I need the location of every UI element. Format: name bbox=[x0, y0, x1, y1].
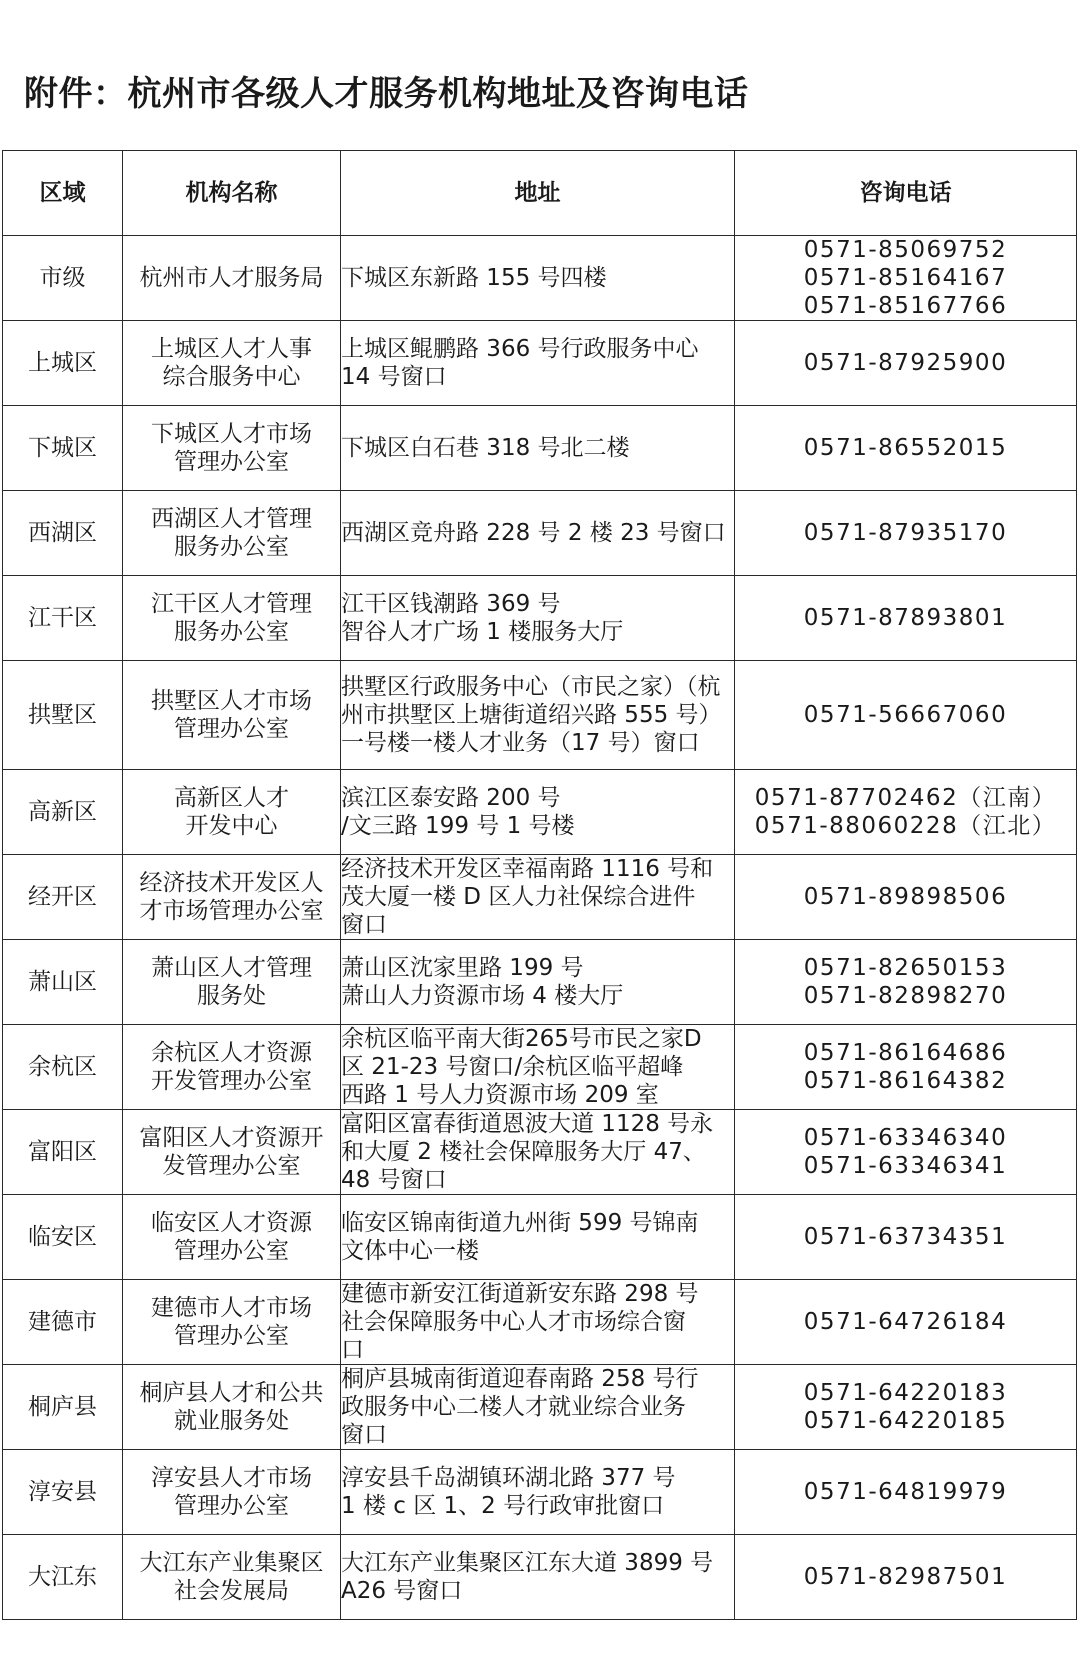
phone-number: 0571-85164167 bbox=[803, 265, 1008, 291]
address-cell bbox=[341, 940, 735, 1025]
org-line: 开发中心 bbox=[185, 813, 278, 839]
address-line: 临安区锦南街道九州街 599 号锦南 bbox=[341, 1210, 699, 1236]
org-line: 管理办公室 bbox=[174, 1238, 289, 1264]
address-line: 经济技术开发区幸福南路 1116 号和 bbox=[341, 856, 714, 882]
header-org: 机构名称 bbox=[123, 151, 341, 236]
phone-number: 0571-82987501 bbox=[803, 1564, 1008, 1590]
org-line: 拱墅区人才市场 bbox=[151, 688, 312, 714]
address-line: 建德市新安江街道新安东路 298 号 bbox=[341, 1281, 699, 1307]
phone-cell bbox=[735, 770, 1077, 855]
phone-number: 0571-87935170 bbox=[803, 520, 1008, 546]
page-title: 附件：杭州市各级人才服务机构地址及咨询电话 bbox=[24, 74, 749, 114]
phone-number: 0571-86552015 bbox=[803, 435, 1008, 461]
table-row bbox=[3, 576, 1077, 661]
table-row bbox=[3, 1110, 1077, 1195]
org-cell bbox=[123, 1025, 341, 1110]
phone-number: 0571-88060228（江北） bbox=[754, 813, 1057, 839]
org-cell bbox=[123, 576, 341, 661]
org-line: 上城区人才人事 bbox=[151, 336, 312, 362]
region-cell: 经开区 bbox=[3, 855, 123, 940]
address-cell bbox=[341, 236, 735, 321]
phone-number: 0571-63734351 bbox=[803, 1224, 1008, 1250]
org-line: 管理办公室 bbox=[174, 1323, 289, 1349]
address-cell bbox=[341, 406, 735, 491]
header-region: 区域 bbox=[3, 151, 123, 236]
org-line: 服务办公室 bbox=[174, 619, 289, 645]
table-row bbox=[3, 1280, 1077, 1365]
phone-number: 0571-87893801 bbox=[803, 605, 1008, 631]
org-line: 才市场管理办公室 bbox=[139, 898, 324, 924]
region-cell: 富阳区 bbox=[3, 1110, 123, 1195]
org-line: 建德市人才市场 bbox=[151, 1295, 312, 1321]
phone-number: 0571-82898270 bbox=[803, 983, 1008, 1009]
address-cell bbox=[341, 1195, 735, 1280]
phone-number: 0571-64220185 bbox=[803, 1408, 1008, 1434]
org-line: 开发管理办公室 bbox=[151, 1068, 312, 1094]
table-row bbox=[3, 855, 1077, 940]
org-cell bbox=[123, 1280, 341, 1365]
org-cell bbox=[123, 1365, 341, 1450]
org-cell bbox=[123, 321, 341, 406]
org-line: 大江东产业集聚区 bbox=[139, 1550, 324, 1576]
phone-number: 0571-85069752 bbox=[803, 237, 1008, 263]
address-line: 州市拱墅区上塘街道绍兴路 555 号） bbox=[341, 702, 722, 728]
phone-number: 0571-63346341 bbox=[803, 1153, 1008, 1179]
region-cell: 市级 bbox=[3, 236, 123, 321]
org-line: 管理办公室 bbox=[174, 449, 289, 475]
address-line: 窗口 bbox=[341, 1422, 387, 1448]
phone-cell bbox=[735, 940, 1077, 1025]
org-line: 余杭区人才资源 bbox=[151, 1040, 312, 1066]
org-cell bbox=[123, 1110, 341, 1195]
address-cell bbox=[341, 661, 735, 770]
address-cell bbox=[341, 1280, 735, 1365]
address-cell bbox=[341, 770, 735, 855]
org-cell bbox=[123, 855, 341, 940]
address-line: 下城区东新路 155 号四楼 bbox=[341, 265, 607, 291]
org-line: 淳安县人才市场 bbox=[151, 1465, 312, 1491]
org-line: 高新区人才 bbox=[174, 785, 289, 811]
address-line: 一号楼一楼人才业务（17 号）窗口 bbox=[341, 730, 700, 756]
address-cell bbox=[341, 855, 735, 940]
address-line: 大江东产业集聚区江东大道 3899 号 bbox=[341, 1550, 714, 1576]
table-row bbox=[3, 940, 1077, 1025]
address-line: 政服务中心二楼人才就业综合业务 bbox=[341, 1394, 686, 1420]
address-line: 区 21-23 号窗口/余杭区临平超峰 bbox=[341, 1054, 684, 1080]
org-line: 服务处 bbox=[197, 983, 266, 1009]
org-line: 经济技术开发区人 bbox=[139, 870, 324, 896]
org-cell bbox=[123, 661, 341, 770]
region-cell: 下城区 bbox=[3, 406, 123, 491]
phone-number: 0571-87702462（江南） bbox=[754, 785, 1057, 811]
address-cell bbox=[341, 576, 735, 661]
phone-number: 0571-63346340 bbox=[803, 1125, 1008, 1151]
region-cell: 淳安县 bbox=[3, 1450, 123, 1535]
table-row bbox=[3, 1535, 1077, 1620]
region-cell: 余杭区 bbox=[3, 1025, 123, 1110]
org-line: 下城区人才市场 bbox=[151, 421, 312, 447]
region-cell: 上城区 bbox=[3, 321, 123, 406]
phone-number: 0571-56667060 bbox=[803, 702, 1008, 728]
org-line: 综合服务中心 bbox=[162, 364, 301, 390]
header-phone: 咨询电话 bbox=[735, 151, 1077, 236]
org-line: 西湖区人才管理 bbox=[151, 506, 312, 532]
org-line: 发管理办公室 bbox=[162, 1153, 301, 1179]
address-line: 14 号窗口 bbox=[341, 364, 447, 390]
institution-table bbox=[2, 150, 1077, 1620]
address-line: 下城区白石巷 318 号北二楼 bbox=[341, 435, 630, 461]
address-line: 淳安县千岛湖镇环湖北路 377 号 bbox=[341, 1465, 676, 1491]
org-cell bbox=[123, 940, 341, 1025]
org-cell bbox=[123, 406, 341, 491]
address-line: 萧山区沈家里路 199 号 bbox=[341, 955, 584, 981]
address-line: 萧山人力资源市场 4 楼大厅 bbox=[341, 983, 624, 1009]
table-row bbox=[3, 661, 1077, 770]
phone-cell bbox=[735, 1365, 1077, 1450]
phone-cell bbox=[735, 1195, 1077, 1280]
org-line: 杭州市人才服务局 bbox=[139, 265, 324, 291]
region-cell: 拱墅区 bbox=[3, 661, 123, 770]
address-line: A26 号窗口 bbox=[341, 1578, 463, 1604]
address-line: /文三路 199 号 1 号楼 bbox=[341, 813, 575, 839]
phone-cell bbox=[735, 1535, 1077, 1620]
org-cell bbox=[123, 1195, 341, 1280]
org-cell bbox=[123, 1535, 341, 1620]
phone-cell bbox=[735, 1450, 1077, 1535]
phone-cell bbox=[735, 661, 1077, 770]
org-line: 就业服务处 bbox=[174, 1408, 289, 1434]
phone-number: 0571-85167766 bbox=[803, 293, 1008, 319]
address-line: 余杭区临平南大街265号市民之家D bbox=[341, 1026, 702, 1052]
phone-number: 0571-82650153 bbox=[803, 955, 1008, 981]
region-cell: 大江东 bbox=[3, 1535, 123, 1620]
region-cell: 萧山区 bbox=[3, 940, 123, 1025]
phone-cell bbox=[735, 236, 1077, 321]
phone-cell bbox=[735, 576, 1077, 661]
phone-cell bbox=[735, 1025, 1077, 1110]
phone-number: 0571-64819979 bbox=[803, 1479, 1008, 1505]
address-cell bbox=[341, 1535, 735, 1620]
table-header-row bbox=[3, 151, 1077, 236]
address-line: 西路 1 号人力资源市场 209 室 bbox=[341, 1082, 659, 1108]
address-line: 滨江区泰安路 200 号 bbox=[341, 785, 561, 811]
address-line: 茂大厦一楼 D 区人力社保综合进件 bbox=[341, 884, 696, 910]
address-line: 1 楼 c 区 1、2 号行政审批窗口 bbox=[341, 1493, 665, 1519]
phone-number: 0571-64220183 bbox=[803, 1380, 1008, 1406]
table-row bbox=[3, 1450, 1077, 1535]
phone-number: 0571-89898506 bbox=[803, 884, 1008, 910]
address-line: 富阳区富春街道恩波大道 1128 号永 bbox=[341, 1111, 714, 1137]
address-line: 窗口 bbox=[341, 912, 387, 938]
org-line: 社会发展局 bbox=[174, 1578, 289, 1604]
address-line: 文体中心一楼 bbox=[341, 1238, 479, 1264]
region-cell: 临安区 bbox=[3, 1195, 123, 1280]
address-line: 西湖区竞舟路 228 号 2 楼 23 号窗口 bbox=[341, 520, 726, 546]
header-address: 地址 bbox=[341, 151, 735, 236]
phone-number: 0571-86164686 bbox=[803, 1040, 1008, 1066]
table-row bbox=[3, 236, 1077, 321]
phone-number: 0571-87925900 bbox=[803, 350, 1008, 376]
address-cell bbox=[341, 491, 735, 576]
phone-cell bbox=[735, 321, 1077, 406]
org-line: 江干区人才管理 bbox=[151, 591, 312, 617]
org-line: 桐庐县人才和公共 bbox=[139, 1380, 324, 1406]
table-row bbox=[3, 321, 1077, 406]
region-cell: 高新区 bbox=[3, 770, 123, 855]
region-cell: 桐庐县 bbox=[3, 1365, 123, 1450]
org-cell bbox=[123, 1450, 341, 1535]
address-line: 社会保障服务中心人才市场综合窗 bbox=[341, 1309, 686, 1335]
table-row bbox=[3, 406, 1077, 491]
phone-cell bbox=[735, 406, 1077, 491]
org-line: 管理办公室 bbox=[174, 1493, 289, 1519]
phone-cell bbox=[735, 491, 1077, 576]
address-line: 智谷人才广场 1 楼服务大厅 bbox=[341, 619, 624, 645]
table-body bbox=[3, 236, 1077, 1620]
phone-cell bbox=[735, 1110, 1077, 1195]
address-cell bbox=[341, 321, 735, 406]
org-cell bbox=[123, 491, 341, 576]
address-cell bbox=[341, 1365, 735, 1450]
org-line: 管理办公室 bbox=[174, 716, 289, 742]
address-line: 江干区钱潮路 369 号 bbox=[341, 591, 561, 617]
org-line: 富阳区人才资源开 bbox=[139, 1125, 324, 1151]
org-line: 临安区人才资源 bbox=[151, 1210, 312, 1236]
table-row bbox=[3, 1025, 1077, 1110]
region-cell: 建德市 bbox=[3, 1280, 123, 1365]
table-row bbox=[3, 1195, 1077, 1280]
address-line: 桐庐县城南街道迎春南路 258 号行 bbox=[341, 1366, 699, 1392]
region-cell: 西湖区 bbox=[3, 491, 123, 576]
table-row bbox=[3, 1365, 1077, 1450]
phone-cell bbox=[735, 855, 1077, 940]
address-cell bbox=[341, 1110, 735, 1195]
org-cell bbox=[123, 236, 341, 321]
region-cell: 江干区 bbox=[3, 576, 123, 661]
phone-cell bbox=[735, 1280, 1077, 1365]
phone-number: 0571-86164382 bbox=[803, 1068, 1008, 1094]
org-cell bbox=[123, 770, 341, 855]
address-cell bbox=[341, 1025, 735, 1110]
org-line: 萧山区人才管理 bbox=[151, 955, 312, 981]
phone-number: 0571-64726184 bbox=[803, 1309, 1008, 1335]
address-line: 上城区鲲鹏路 366 号行政服务中心 bbox=[341, 336, 699, 362]
address-cell bbox=[341, 1450, 735, 1535]
table-row bbox=[3, 491, 1077, 576]
address-line: 和大厦 2 楼社会保障服务大厅 47、 bbox=[341, 1139, 706, 1165]
address-line: 口 bbox=[341, 1337, 364, 1363]
address-line: 拱墅区行政服务中心（市民之家）（杭 bbox=[341, 674, 721, 700]
address-line: 48 号窗口 bbox=[341, 1167, 447, 1193]
org-line: 服务办公室 bbox=[174, 534, 289, 560]
table-row bbox=[3, 770, 1077, 855]
